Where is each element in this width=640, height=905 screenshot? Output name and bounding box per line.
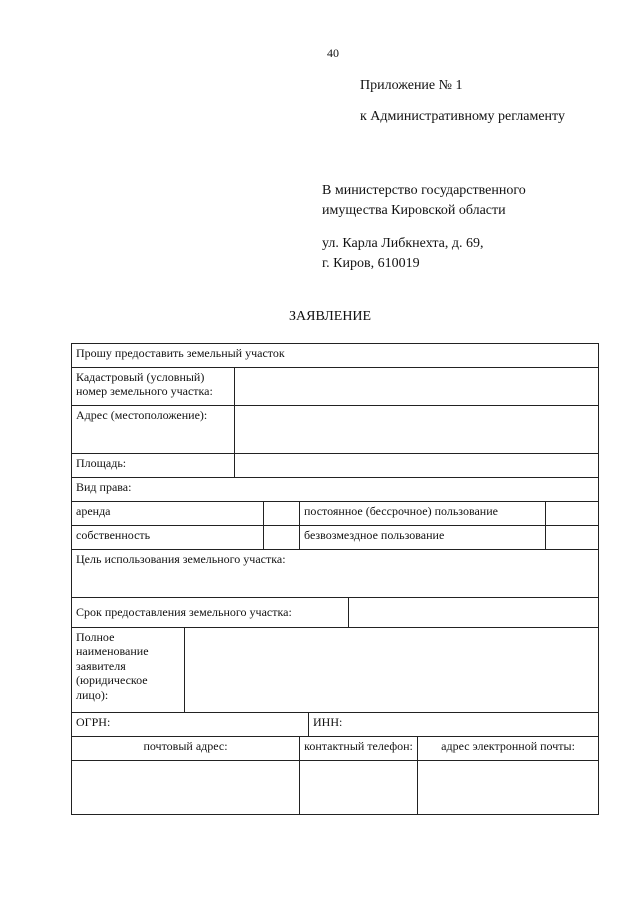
cadastral-label xyxy=(72,368,235,406)
inn-label: ИНН: xyxy=(313,715,343,729)
term-field[interactable] xyxy=(349,598,599,628)
address-label: Адрес (местоположение): xyxy=(72,406,235,454)
term-label: Срок предоставления земельного участка: xyxy=(72,598,349,628)
phone-field[interactable] xyxy=(300,761,418,815)
rent-label: аренда xyxy=(72,502,264,526)
inn-field[interactable] xyxy=(309,713,599,737)
addressee-line-3: ул. Карла Либкнехта, д. 69, xyxy=(322,236,484,251)
postal-address-field[interactable] xyxy=(72,761,300,815)
area-field[interactable] xyxy=(235,454,599,478)
document-title: ЗАЯВЛЕНИЕ xyxy=(289,309,372,324)
phone-label: контактный телефон: xyxy=(300,737,418,761)
email-field[interactable] xyxy=(418,761,599,815)
free-use-label: безвозмездное пользование xyxy=(300,526,546,550)
permanent-use-label: постоянное (бессрочное) пользование xyxy=(300,502,546,526)
request-row xyxy=(72,344,599,368)
cadastral-label-line-1: Кадастровый (условный) xyxy=(76,370,205,384)
ownership-checkbox[interactable] xyxy=(264,526,300,550)
applicant-field[interactable] xyxy=(185,628,599,713)
purpose-label: Цель использования земельного участка: xyxy=(76,552,286,566)
request-text: Прошу предоставить земельный участок xyxy=(76,346,285,360)
appendix-subtitle: к Административному регламенту xyxy=(360,109,565,124)
email-label: адрес электронной почты: xyxy=(418,737,599,761)
purpose-field[interactable] xyxy=(72,550,599,598)
area-label: Площадь: xyxy=(72,454,235,478)
applicant-label-line-5: лицо): xyxy=(76,687,109,702)
applicant-label-line-3: заявителя xyxy=(76,658,126,673)
ownership-label: собственность xyxy=(72,526,264,550)
rent-checkbox[interactable] xyxy=(264,502,300,526)
cadastral-label-line-2: номер земельного участка: xyxy=(76,384,213,399)
addressee-line-4: г. Киров, 610019 xyxy=(322,256,420,271)
application-form xyxy=(71,343,599,815)
applicant-label-line-1: Полное xyxy=(76,630,115,644)
appendix-title: Приложение № 1 xyxy=(360,78,463,93)
cadastral-field[interactable] xyxy=(235,368,599,406)
applicant-label xyxy=(72,628,185,713)
ogrn-field[interactable] xyxy=(72,713,309,737)
free-use-checkbox[interactable] xyxy=(546,526,599,550)
permanent-use-checkbox[interactable] xyxy=(546,502,599,526)
page-number: 40 xyxy=(327,46,339,60)
applicant-label-line-2: наименование xyxy=(76,644,149,659)
postal-address-label: почтовый адрес: xyxy=(72,737,300,761)
right-type-label: Вид права: xyxy=(72,478,599,502)
address-field[interactable] xyxy=(235,406,599,454)
applicant-label-line-4: (юридическое xyxy=(76,673,148,688)
ogrn-label: ОГРН: xyxy=(76,715,111,729)
addressee-line-2: имущества Кировской области xyxy=(322,203,506,218)
addressee-line-1: В министерство государственного xyxy=(322,183,526,198)
